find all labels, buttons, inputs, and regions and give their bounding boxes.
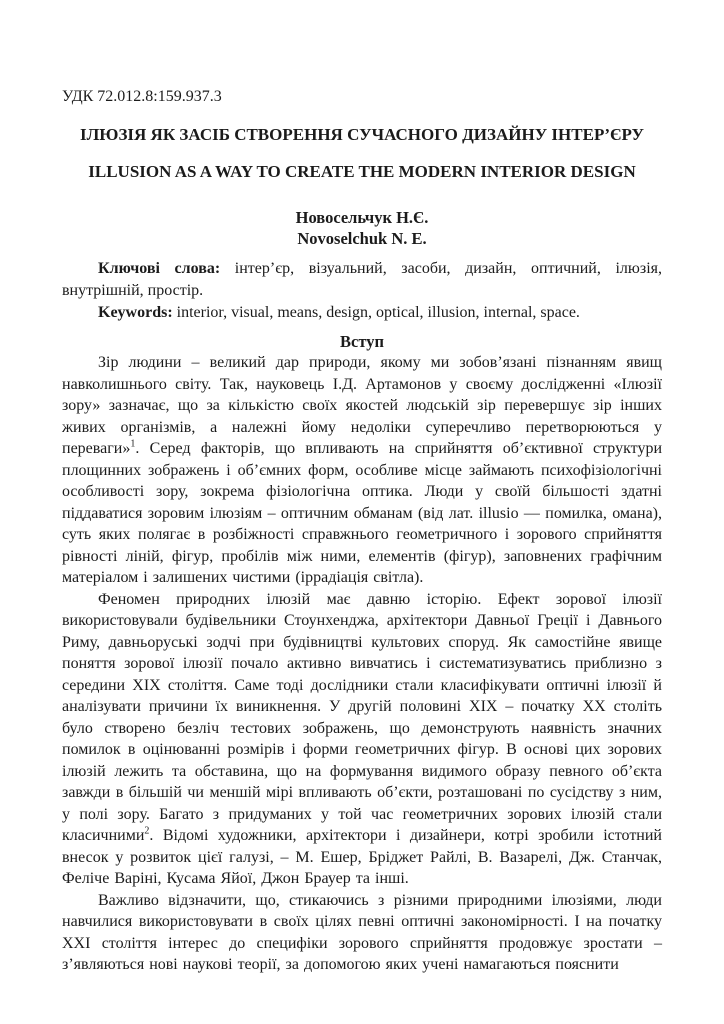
keywords-ukrainian-list: інтер’єр, візуальний, засоби, дизайн, оптичний, ілюзія, внутрішній, простір. (62, 260, 662, 299)
article-title-ukrainian: ІЛЮЗІЯ ЯК ЗАСІБ СТВОРЕННЯ СУЧАСНОГО ДИЗАЙНУ ІНТЕР’ЄРУ (80, 125, 644, 144)
intro-paragraph-3 (62, 890, 662, 976)
intro-paragraph-3-text: Важливо відзначити, що, стикаючись з різними природними ілюзіями, люди навчилися використовувати в своїх цілях певні оптичні закономірності. І на початку XXI століття інтерес до специфіки зорового сприйняття продовжує зростати – з’являються нові наукові теорії, за допомогою яких учені намагаються пояснити (62, 891, 662, 973)
article-title-english: ILLUSION AS A WAY TO CREATE THE MODERN INTERIOR DESIGN (88, 162, 636, 181)
intro-paragraph-1 (62, 352, 662, 589)
intro-paragraph-2 (62, 589, 662, 890)
intro-paragraph-1-text-b: . Серед факторів, що впливають на сприйняття об’єктивної структури площинних зображень і об’ємних форм, особливе місце займають психофізіологічні особливості зору, зокрема фізіологічна оптика. Люди у своїй більшості здатні піддаватися зоровим ілюзіям – оптичним обманам (від лат. illusio — помилка, омана), суть яких полягає в розбіжності справжнього геометричного і зорового сприйняття рівності ліній, фігур, пробілів між ними, елементів (фігур), заповнених графічним матеріалом і залишених чистими (іррадіація світла). (62, 440, 662, 586)
keywords-ukrainian (62, 258, 662, 302)
authors-block (62, 207, 662, 249)
intro-paragraph-2-text-b: . Відомі художники, архітектори і дизайнери, котрі зробили істотний внесок у розвиток цієї галузі, – М. Ешер, Бріджет Райлі, В. Вазарелі, Дж. Станчак, Феліче Варіні, Кусама Яйої, Джон Брауер та інші. (62, 827, 662, 887)
footnote-marker-2: 2 (144, 825, 150, 837)
intro-paragraph-2-text-a: Феномен природних ілюзій має давню історію. Ефект зорової ілюзії використовували будівельники Стоунхенджа, архітектори Давньої Греції і Давнього Риму, давньоруські зодчі при будівництві культових споруд. Як самостійне явище поняття зорової ілюзії почало активно вивчатись і систематизуватись приблизно з середини XIX століття. Саме тоді дослідники стали класифікувати оптичні ілюзії й аналізувати причини їх виникнення. У другій половині XIX – початку XX століть було створено безліч тестових зображень, що демонструють наявність значних помилок в оцінюванні розмірів і форми геометричних фігур. В основі цих зорових ілюзій лежить та обставина, що на формування видимого образу певного об’єкта завжди в більшій чи меншій мірі впливають об’єкти, розташовані по сусідству з ним, у полі зору. Багато з придуманих у той час геометричних зорових ілюзій стали класичними (62, 590, 662, 844)
author-name-ukrainian: Новосельчук Н.Є. (295, 208, 429, 227)
section-heading-introduction: Вступ (340, 332, 384, 351)
author-name-english: Novoselchuk N. E. (297, 229, 427, 248)
keywords-english-label: Keywords: (98, 304, 173, 321)
keywords-english-list: interior, visual, means, design, optical, illusion, internal, space. (176, 304, 580, 321)
keywords-ukrainian-label: Ключові слова: (98, 260, 221, 277)
intro-paragraph-1-text-a: Зір людини – великий дар природи, якому ми зобов’язані пізнанням явищ навколишнього світу. Так, науковець І.Д. Артамонов у своєму дослідженні «Ілюзії зору» зазначає, що за кількістю своїх якостей людській зір перевершує зір інших живих організмів, а належні йому недоліки суперечливо перетворюються у переваги» (62, 354, 662, 457)
keywords-english (62, 302, 662, 324)
udc-code: УДК 72.012.8:159.937.3 (62, 88, 222, 105)
footnote-marker-1: 1 (130, 438, 136, 450)
